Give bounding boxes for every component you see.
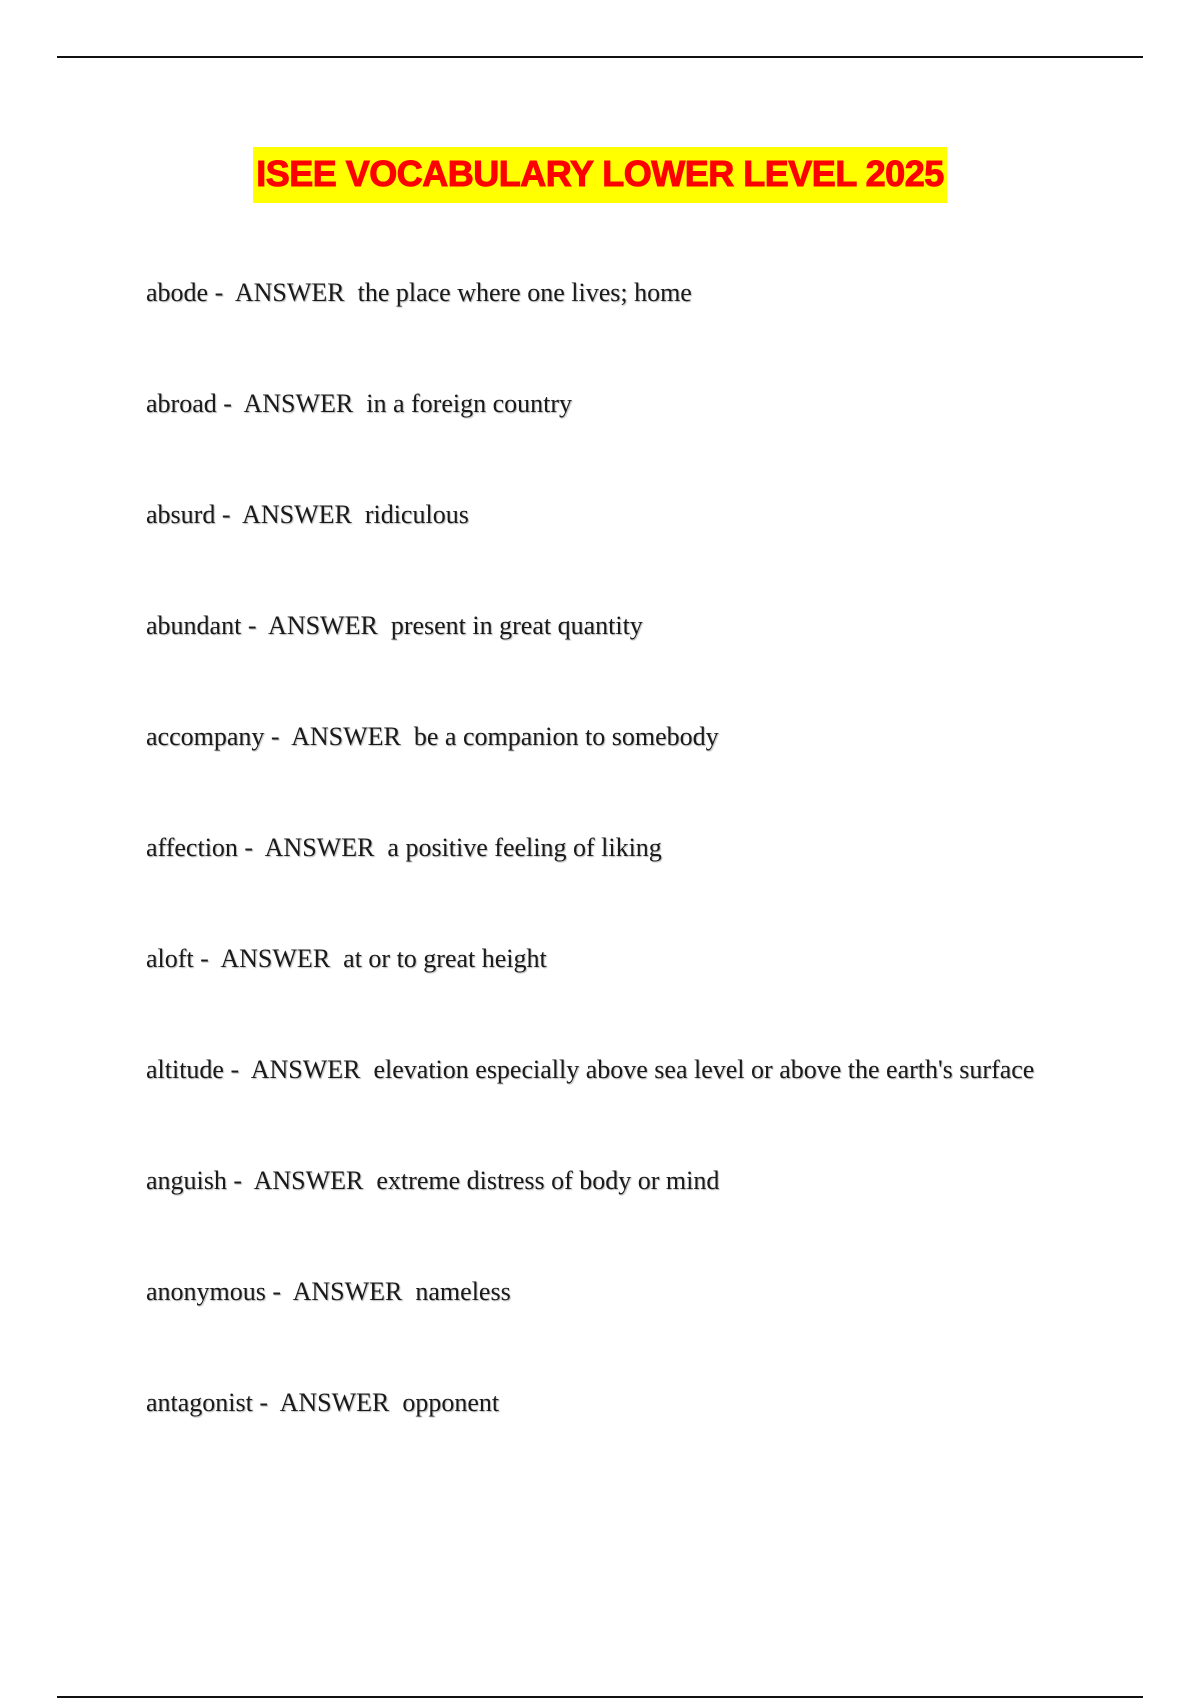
vocabulary-entry <box>146 274 1066 312</box>
vocabulary-entry <box>146 718 1066 756</box>
header-rule <box>57 56 1143 58</box>
vocabulary-list <box>146 274 1066 1422</box>
entry-definition: be a companion to somebody <box>413 722 719 751</box>
entry-separator: - ANSWER <box>226 1166 377 1195</box>
entry-definition: in a foreign country <box>366 389 573 418</box>
entry-separator: - ANSWER <box>215 500 365 529</box>
entry-term: antagonist <box>146 1388 253 1417</box>
title-container <box>0 147 1200 203</box>
entry-definition: elevation especially above sea level or above the earth's surface <box>373 1055 1035 1084</box>
vocabulary-entry <box>146 385 1066 423</box>
entry-definition: opponent <box>402 1388 500 1417</box>
entry-term: anonymous <box>146 1277 266 1306</box>
entry-term: altitude <box>146 1055 224 1084</box>
entry-definition: the place where one lives; home <box>357 278 692 307</box>
entry-term: absurd <box>146 500 216 529</box>
vocabulary-entry <box>146 940 1066 978</box>
entry-definition: extreme distress of body or mind <box>376 1166 720 1195</box>
vocabulary-entry <box>146 607 1066 645</box>
page-title: ISEE VOCABULARY LOWER LEVEL 2025 <box>253 147 947 203</box>
entry-term: abroad <box>146 389 217 418</box>
vocabulary-entry <box>146 1273 1066 1311</box>
entry-term: accompany <box>146 722 265 751</box>
vocabulary-entry <box>146 1384 1066 1422</box>
entry-separator: - ANSWER <box>237 833 388 862</box>
entry-definition: nameless <box>415 1277 511 1306</box>
entry-separator: - ANSWER <box>216 389 367 418</box>
entry-separator: - ANSWER <box>252 1388 403 1417</box>
entry-definition: at or to great height <box>343 944 547 973</box>
entry-separator: - ANSWER <box>264 722 414 751</box>
footer-rule <box>57 1696 1143 1698</box>
vocabulary-entry <box>146 1162 1066 1200</box>
entry-separator: - ANSWER <box>241 611 391 640</box>
entry-separator: - ANSWER <box>193 944 344 973</box>
entry-definition: a positive feeling of liking <box>387 833 662 862</box>
entry-term: abundant <box>146 611 242 640</box>
entry-term: aloft <box>146 944 194 973</box>
entry-separator: - ANSWER <box>223 1055 374 1084</box>
entry-separator: - ANSWER <box>208 278 358 307</box>
entry-definition: present in great quantity <box>390 611 643 640</box>
vocabulary-entry <box>146 1051 1066 1089</box>
vocabulary-entry <box>146 496 1066 534</box>
entry-term: abode <box>146 278 209 307</box>
entry-term: affection <box>146 833 238 862</box>
entry-definition: ridiculous <box>364 500 469 529</box>
entry-separator: - ANSWER <box>265 1277 416 1306</box>
entry-term: anguish <box>146 1166 227 1195</box>
vocabulary-entry <box>146 829 1066 867</box>
